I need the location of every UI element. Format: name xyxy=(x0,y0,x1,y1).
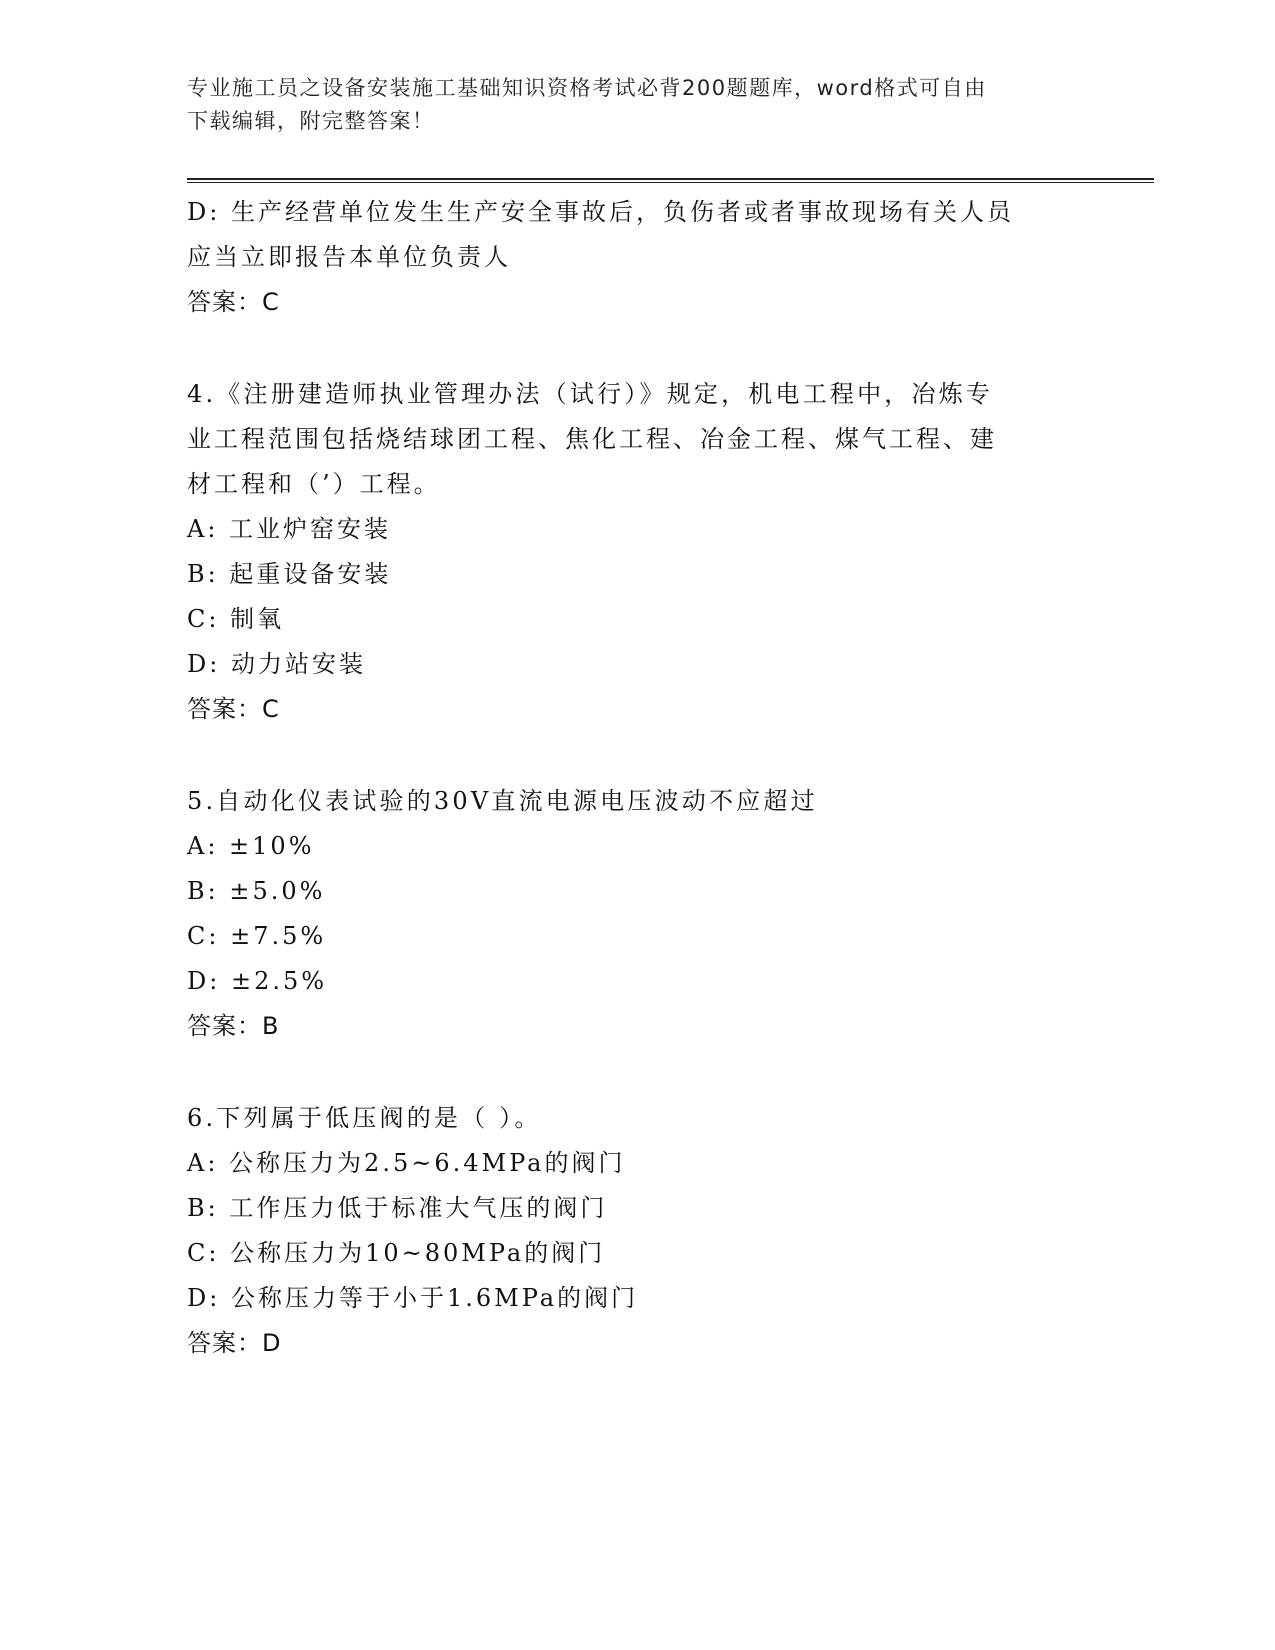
header-line-2: 下载编辑，附完整答案！ xyxy=(187,109,435,133)
answer-line: 答案：C xyxy=(187,695,280,723)
previous-question-tail xyxy=(187,190,1087,325)
question-stem: 5.自动化仪表试验的30V直流电源电压波动不应超过 xyxy=(187,787,818,815)
answer-line: 答案：C xyxy=(187,288,280,316)
option-b: B: ±5.0% xyxy=(187,877,326,905)
header-rule-thick xyxy=(187,178,1154,180)
question-4 xyxy=(187,372,1087,732)
question-5 xyxy=(187,779,1087,1049)
spacer xyxy=(187,1049,1087,1096)
question-stem: 业工程范围包括烧结球团工程、焦化工程、冶金工程、煤气工程、建 xyxy=(187,425,997,453)
question-stem: 4.《注册建造师执业管理办法（试行）》规定，机电工程中，冶炼专 xyxy=(187,380,994,408)
option-b: B: 起重设备安装 xyxy=(187,560,392,588)
option-a: A: 公称压力为2.5~6.4MPa的阀门 xyxy=(187,1149,626,1177)
option-c: C: 制氧 xyxy=(187,605,285,633)
document-body xyxy=(187,190,1087,1366)
option-a: A: 工业炉窑安装 xyxy=(187,515,392,543)
spacer xyxy=(187,732,1087,779)
option-d: D: 生产经营单位发生生产安全事故后，负伤者或者事故现场有关人员 xyxy=(187,198,1014,226)
option-c: C: 公称压力为10~80MPa的阀门 xyxy=(187,1239,606,1267)
page-header xyxy=(187,72,1087,138)
option-b: B: 工作压力低于标准大气压的阀门 xyxy=(187,1194,608,1222)
option-d-continued: 应当立即报告本单位负责人 xyxy=(187,243,511,271)
header-rule-thin xyxy=(187,182,1154,183)
question-stem: 材工程和（’）工程。 xyxy=(187,470,441,498)
option-c: C: ±7.5% xyxy=(187,922,327,950)
option-a: A: ±10% xyxy=(187,832,315,860)
question-6 xyxy=(187,1096,1087,1366)
question-stem: 6.下列属于低压阀的是（ ）。 xyxy=(187,1104,542,1132)
option-d: D: ±2.5% xyxy=(187,967,328,995)
answer-line: 答案：B xyxy=(187,1012,280,1040)
option-d: D: 动力站安装 xyxy=(187,650,366,678)
option-d: D: 公称压力等于小于1.6MPa的阀门 xyxy=(187,1284,639,1312)
spacer xyxy=(187,325,1087,372)
answer-line: 答案：D xyxy=(187,1329,282,1357)
header-line-1: 专业施工员之设备安装施工基础知识资格考试必背200题题库，word格式可自由 xyxy=(187,76,987,100)
